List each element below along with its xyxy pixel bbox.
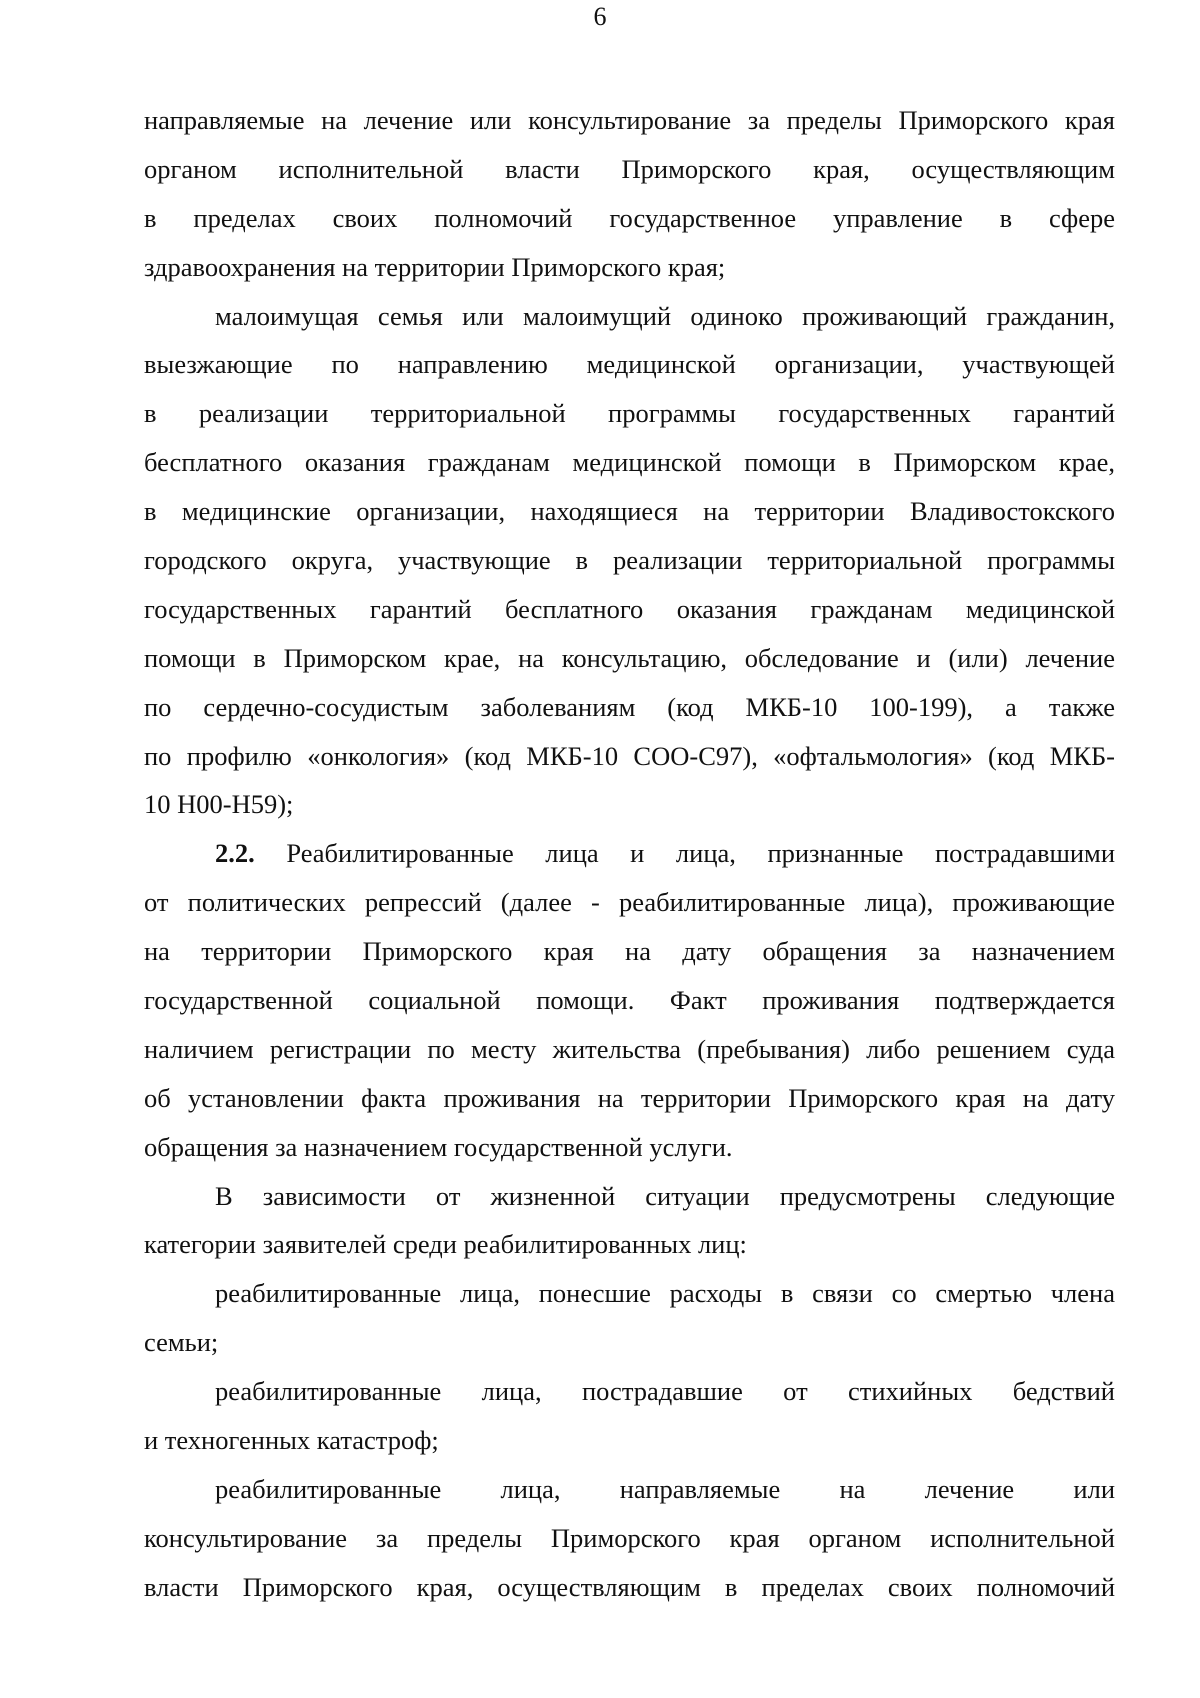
- text-line: на территории Приморского края на дату обращения за назначением: [144, 936, 1115, 967]
- text-line: бесплатного оказания гражданам медицинской помощи в Приморском крае,: [144, 447, 1115, 478]
- text-line: наличием регистрации по месту жительства (пребывания) либо решением суда: [144, 1033, 1115, 1064]
- text-line: в пределах своих полномочий государственное управление в сфере: [144, 202, 1115, 233]
- text-line: реабилитированные лица, пострадавшие от стихийных бедствий: [215, 1376, 1115, 1407]
- section-2-2-first-line: [144, 829, 1115, 878]
- section-number: 2.2.: [215, 838, 255, 869]
- text-line: в реализации территориальной программы государственных гарантий: [144, 398, 1115, 429]
- text-line: категории заявителей среди реабилитированных лиц:: [144, 1229, 747, 1260]
- text-line: городского округа, участвующие в реализации территориальной программы: [144, 545, 1115, 576]
- text-line: реабилитированные лица, понесшие расходы в связи со смертью члена: [215, 1278, 1115, 1309]
- text-line: по профилю «онкология» (код МКБ-10 СОО-С97), «офтальмология» (код МКБ-: [144, 740, 1115, 771]
- text-line: консультирование за пределы Приморского края органом исполнительной: [144, 1522, 1115, 1553]
- text-line: по сердечно-сосудистым заболеваниям (код МКБ-10 100-199), а также: [144, 691, 1115, 722]
- text-line: Реабилитированные лица и лица, признанные пострадавшими: [286, 838, 1115, 869]
- text-line: государственных гарантий бесплатного оказания гражданам медицинской: [144, 593, 1115, 624]
- text-line: в медицинские организации, находящиеся на территории Владивостокского: [144, 496, 1115, 527]
- text-line: государственной социальной помощи. Факт проживания подтверждается: [144, 985, 1115, 1016]
- text-line: 10 Н00-Н59);: [144, 789, 294, 820]
- text-line: помощи в Приморском крае, на консультацию, обследование и (или) лечение: [144, 642, 1115, 673]
- text-line: реабилитированные лица, направляемые на лечение или: [215, 1473, 1115, 1504]
- text-line: от политических репрессий (далее - реабилитированные лица), проживающие: [144, 887, 1115, 918]
- text-line: выезжающие по направлению медицинской организации, участвующей: [144, 349, 1115, 380]
- text-line: направляемые на лечение или консультирование за пределы Приморского края: [144, 105, 1115, 135]
- text-line: здравоохранения на территории Приморского края;: [144, 251, 726, 282]
- text-line: обращения за назначением государственной услуги.: [144, 1131, 733, 1162]
- text-line: В зависимости от жизненной ситуации предусмотрены следующие: [215, 1180, 1115, 1211]
- text-line: власти Приморского края, осуществляющим в пределах своих полномочий: [144, 1571, 1115, 1602]
- text-line: и техногенных катастроф;: [144, 1425, 439, 1456]
- text-line: об установлении факта проживания на территории Приморского края на дату: [144, 1082, 1115, 1113]
- text-line: семьи;: [144, 1327, 219, 1358]
- text-line: малоимущая семья или малоимущий одиноко проживающий гражданин,: [215, 300, 1115, 331]
- page-number: 6: [593, 2, 607, 31]
- document-body: [144, 96, 1115, 1612]
- text-line: органом исполнительной власти Приморского края, осуществляющим: [144, 153, 1115, 184]
